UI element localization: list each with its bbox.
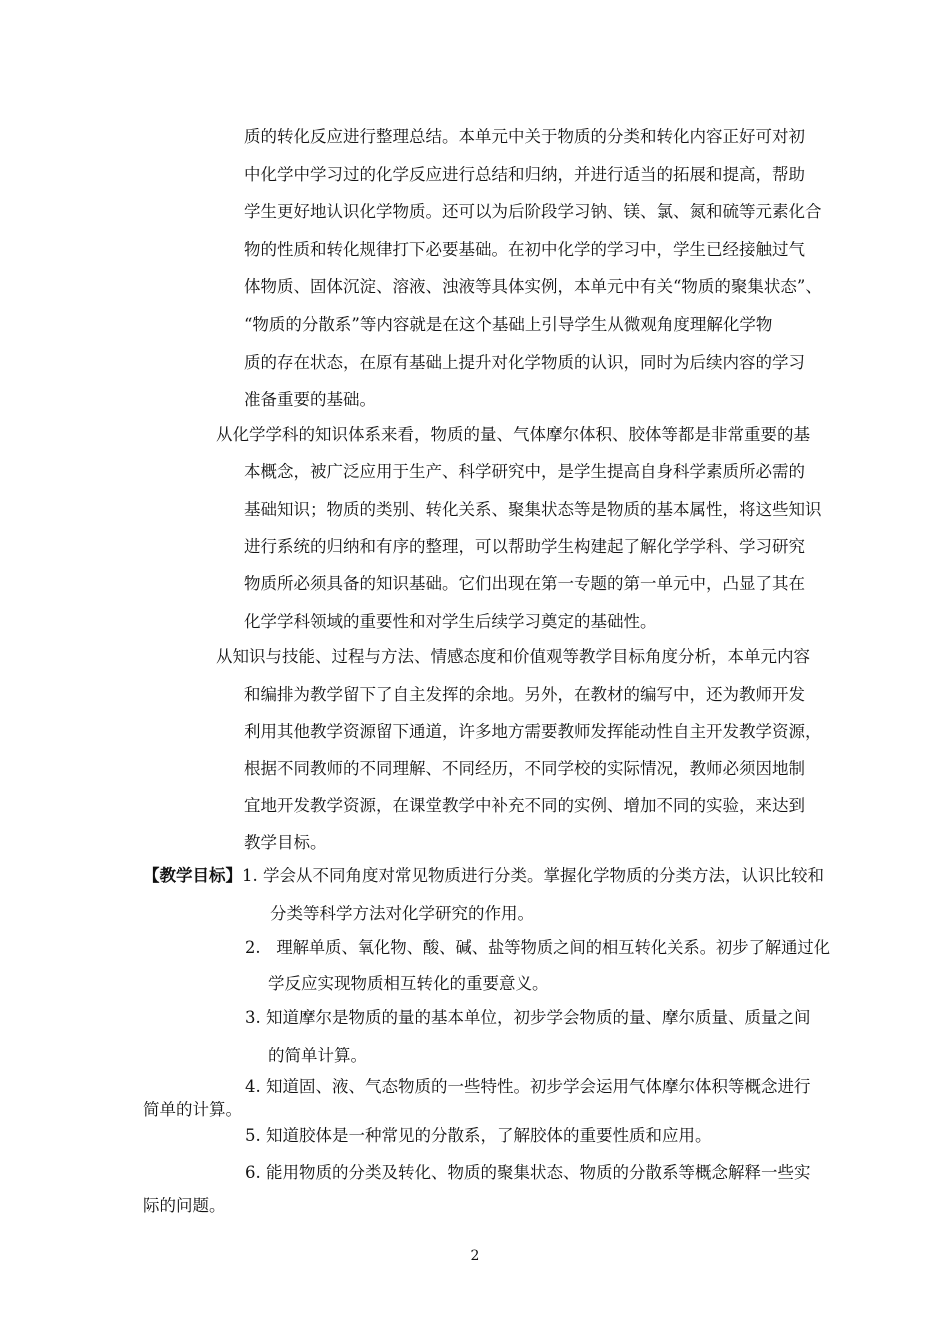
paragraph-line: 学生更好地认识化学物质。还可以为后阶段学习钠、镁、氯、氮和硫等元素化合 [244, 202, 822, 221]
paragraph-line: 宜地开发教学资源，在课堂教学中补充不同的实例、增加不同的实验，来达到 [244, 796, 805, 815]
paragraph-line: 质的存在状态，在原有基础上提升对化学物质的认识，同时为后续内容的学习 [244, 353, 805, 372]
objective-text: 能用物质的分类及转化、物质的聚集状态、物质的分散系等概念解释一些实 [260, 1163, 811, 1182]
objective-5 [245, 1126, 712, 1146]
paragraph-line: 从化学学科的知识体系来看，物质的量、气体摩尔体积、胶体等都是非常重要的基 [216, 425, 810, 444]
paragraph-line: 物的性质和转化规律打下必要基础。在初中化学的学习中，学生已经接触过气 [244, 240, 805, 259]
paragraph-line: 进行系统的归纳和有序的整理，可以帮助学生构建起了解化学学科、学习研究 [244, 537, 805, 556]
paragraph-line: “物质的分散系”等内容就是在这个基础上引导学生从微观角度理解化学物 [244, 315, 773, 334]
objective-1 [143, 866, 824, 886]
paragraph-line: 本概念，被广泛应用于生产、科学研究中，是学生提高自身科学素质所必需的 [244, 462, 805, 481]
page-number: 2 [470, 1248, 480, 1264]
objective-text: 知道摩尔是物质的量的基本单位，初步学会物质的量、摩尔质量、质量之间 [260, 1008, 811, 1027]
paragraph-line: 教学目标。 [244, 833, 327, 852]
paragraph-line: 从知识与技能、过程与方法、情感态度和价值观等教学目标角度分析，本单元内容 [216, 647, 810, 666]
objective-continuation: 简单的计算。 [143, 1100, 242, 1119]
objective-text: 知道固、液、气态物质的一些特性。初步学会运用气体摩尔体积等概念进行 [260, 1077, 811, 1096]
objective-4 [245, 1077, 811, 1097]
objective-continuation: 际的问题。 [143, 1196, 226, 1215]
paragraph-line: 根据不同教师的不同理解、不同经历，不同学校的实际情况，教师必须因地制 [244, 759, 805, 778]
objective-number: 5. [245, 1126, 261, 1145]
paragraph-line: 体物质、固体沉淀、溶液、浊液等具体实例，本单元中有关“物质的聚集状态”、 [244, 277, 822, 296]
objective-2 [245, 938, 830, 958]
objective-number: 2. [245, 938, 261, 957]
paragraph-line: 化学学科领域的重要性和对学生后续学习奠定的基础性。 [244, 612, 657, 631]
objectives-heading: 【教学目标】 [143, 866, 242, 885]
paragraph-line: 质的转化反应进行整理总结。本单元中关于物质的分类和转化内容正好可对初 [244, 127, 805, 146]
paragraph-line: 利用其他教学资源留下通道，许多地方需要教师发挥能动性自主开发教学资源， [244, 722, 822, 741]
paragraph-line: 物质所必须具备的知识基础。它们出现在第一专题的第一单元中，凸显了其在 [244, 574, 805, 593]
objective-text: 学会从不同角度对常见物质进行分类。掌握化学物质的分类方法，认识比较和 [257, 866, 824, 885]
paragraph-line: 准备重要的基础。 [244, 390, 376, 409]
paragraph-line: 基础知识；物质的类别、转化关系、聚集状态等是物质的基本属性，将这些知识 [244, 500, 822, 519]
objective-number: 3. [245, 1008, 261, 1027]
objective-6 [245, 1163, 811, 1183]
objective-number: 6. [245, 1163, 261, 1182]
objective-text: 理解单质、氧化物、酸、碱、盐等物质之间的相互转化关系。初步了解通过化 [276, 938, 830, 957]
objective-continuation: 的简单计算。 [268, 1046, 367, 1065]
paragraph-line: 和编排为教学留下了自主发挥的余地。另外，在教材的编写中，还为教师开发 [244, 685, 805, 704]
paragraph-line: 中化学中学习过的化学反应进行总结和归纳，并进行适当的拓展和提高，帮助 [244, 165, 805, 184]
objective-number: 4. [245, 1077, 261, 1096]
objective-continuation: 学反应实现物质相互转化的重要意义。 [268, 974, 549, 993]
objective-3 [245, 1008, 811, 1028]
objective-continuation: 分类等科学方法对化学研究的作用。 [270, 904, 534, 923]
objective-number: 1. [242, 866, 258, 885]
objective-text: 知道胶体是一种常见的分散系，了解胶体的重要性质和应用。 [260, 1126, 712, 1145]
